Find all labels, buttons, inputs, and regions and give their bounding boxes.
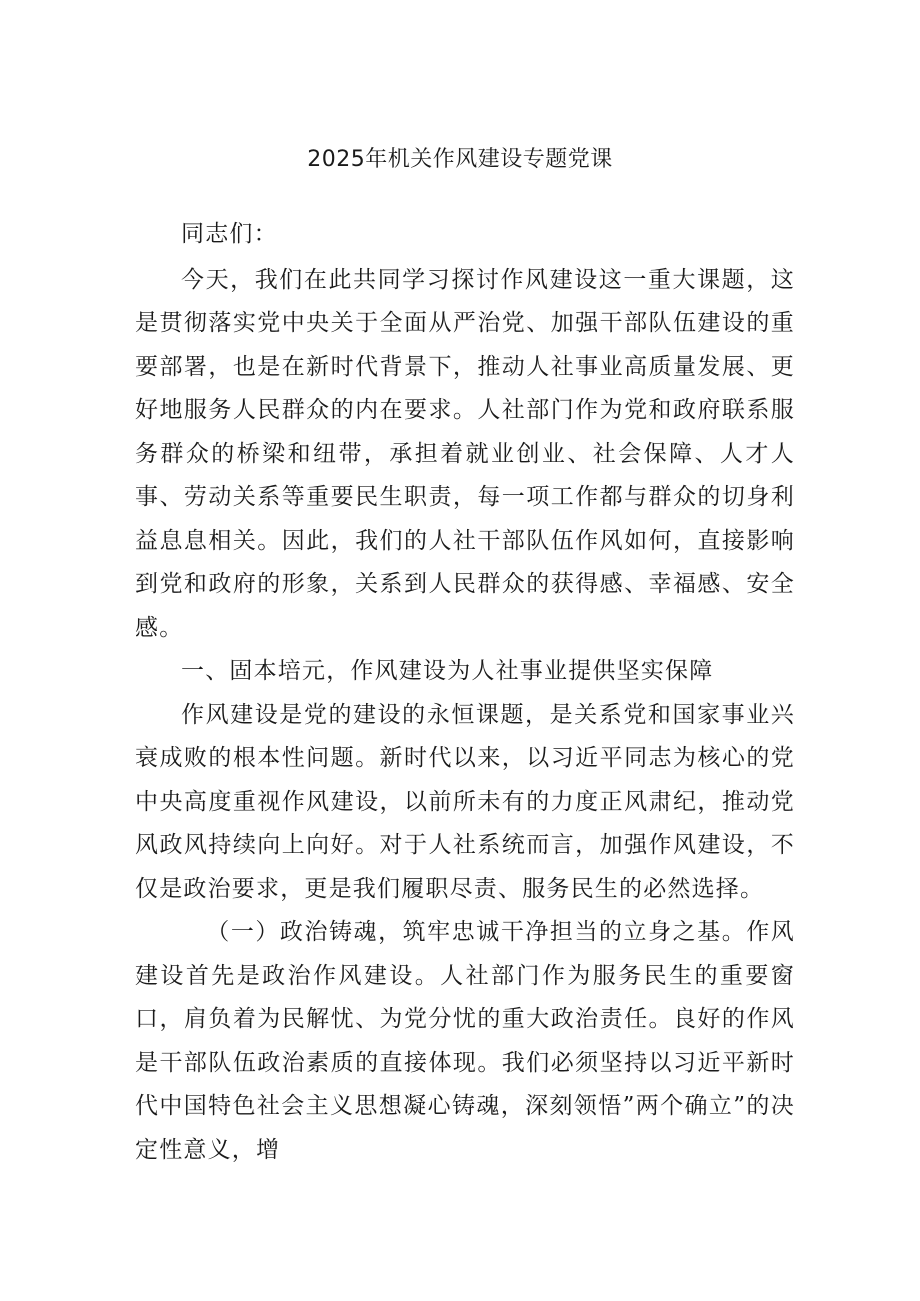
section-heading-1: 一、固本培元，作风建设为人社事业提供坚实保障 xyxy=(181,658,714,684)
salutation: 同志们： xyxy=(181,221,278,247)
paragraph-section-1: 作风建设是党的建设的永恒课题，是关系党和国家事业兴衰成败的根本性问题。新时代以来，以习近平同志为核心的党中央高度重视作风建设，以前所未有的力度正风肃纪，推动党风政风持续向上向好。对于人社系统而言，加强作风建设，不仅是政治要求，更是我们履职尽责、服务民生的必然选择。 xyxy=(135,701,795,902)
paragraph-subsection-1: （一）政治铸魂，筑牢忠诚干净担当的立身之基。作风建设首先是政治作风建设。人社部门作为服务民生的重要窗口，肩负着为民解忧、为党分忧的重大政治责任。良好的作风是干部队伍政治素质的直接体现。我们必须坚持以习近平新时代中国特色社会主义思想凝心铸魂，深刻领悟”两个确立”的决定性意义，增 xyxy=(135,919,795,1163)
document-body xyxy=(135,213,795,1172)
document-title: 2025年机关作风建设专题党课 xyxy=(307,147,613,172)
paragraph-intro: 今天，我们在此共同学习探讨作风建设这一重大课题，这是贯彻落实党中央关于全面从严治党、加强干部队伍建设的重要部署，也是在新时代背景下，推动人社事业高质量发展、更好地服务人民群众的内在要求。人社部门作为党和政府联系服务群众的桥梁和纽带，承担着就业创业、社会保障、人才人事、劳动关系等重要民生职责，每一项工作都与群众的切身利益息息相关。因此，我们的人社干部队伍作风如何，直接影响到党和政府的形象，关系到人民群众的获得感、幸福感、安全感。 xyxy=(135,266,795,641)
